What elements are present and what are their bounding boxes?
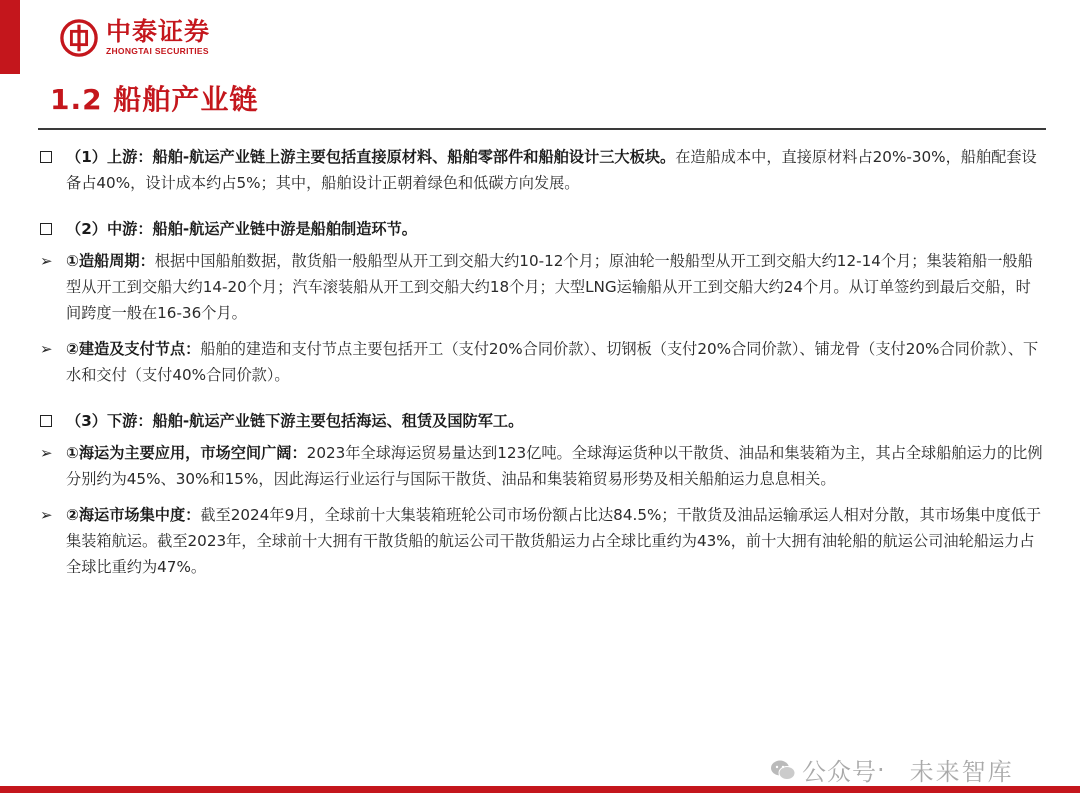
watermark-label: 公众号 bbox=[802, 758, 877, 786]
square-bullet-icon bbox=[40, 408, 52, 435]
paragraph-heading: ②海运市场集中度： bbox=[66, 506, 201, 524]
square-bullet-icon bbox=[40, 216, 52, 243]
paragraph-text: 根据中国船舶数据，散货船一般船型从开工到交船大约10-12个月；原油轮一般船型从开工到交船大约12-14个月；集装箱船一般船型从开工到交船大约14-20个月；汽车滚装船从开工到交船大约18个月；大型LNG运输船从开工到交船大约24个月。从订单签约到最后交船，时间跨度一般在16-36个月。 bbox=[66, 252, 1033, 322]
arrow-bullet-icon: ➢ bbox=[40, 506, 53, 524]
brand-name-en: ZHONGTAI SECURITIES bbox=[106, 46, 209, 56]
paragraph-text: 在造船成本中，直接原材料占20%-30%，船舶配套设备占40%，设计成本约占5%；其中，船舶设计正朝着绿色和低碳方向发展。 bbox=[66, 148, 1037, 192]
title-divider bbox=[38, 128, 1046, 130]
watermark-name: 未来智库 bbox=[909, 758, 1014, 786]
paragraph-heading: ①海运为主要应用，市场空间广阔： bbox=[66, 444, 307, 462]
zhongtai-logo-icon bbox=[60, 19, 98, 57]
paragraph-upstream bbox=[38, 144, 1044, 196]
arrow-bullet-icon: ➢ bbox=[40, 252, 53, 270]
arrow-bullet-icon: ➢ bbox=[40, 340, 53, 358]
wechat-icon bbox=[770, 759, 796, 781]
paragraph-text: 船舶的建造和支付节点主要包括开工（支付20%合同价款）、切钢板（支付20%合同价款）、铺龙骨（支付20%合同价款）、下水和交付（支付40%合同价款）。 bbox=[66, 340, 1039, 384]
paragraph-heading: （1）上游：船舶-航运产业链上游主要包括直接原材料、船舶零部件和船舶设计三大板块。 bbox=[66, 148, 676, 166]
paragraph-shipping-application bbox=[38, 440, 1044, 492]
paragraph-text: 截至2024年9月，全球前十大集装箱班轮公司市场份额占比达84.5%；干散货及油品运输承运人相对分散，其市场集中度低于集装箱航运。截至2023年，全球前十大拥有干散货船的航运公司干散货船运力占全球比重约为43%，前十大拥有油轮船的航运公司油轮船运力占全球比重约为47%。 bbox=[66, 506, 1042, 576]
paragraph-payment-nodes bbox=[38, 336, 1044, 388]
watermark bbox=[770, 752, 1014, 787]
paragraph-downstream bbox=[38, 408, 1044, 434]
paragraph-heading: （3）下游：船舶-航运产业链下游主要包括海运、租赁及国防军工。 bbox=[66, 412, 524, 430]
arrow-bullet-icon: ➢ bbox=[40, 444, 53, 462]
paragraph-heading: ②建造及支付节点： bbox=[66, 340, 201, 358]
paragraph-heading: ①造船周期： bbox=[66, 252, 155, 270]
bottom-accent-bar bbox=[0, 786, 1080, 793]
watermark-separator: · bbox=[877, 755, 886, 784]
section-title: 1.2 船舶产业链 bbox=[50, 83, 259, 116]
brand-name-cn: 中泰证券 bbox=[106, 17, 211, 46]
square-bullet-icon bbox=[40, 144, 52, 171]
paragraph-market-concentration bbox=[38, 502, 1044, 580]
paragraph-heading: （2）中游：船舶-航运产业链中游是船舶制造环节。 bbox=[66, 220, 417, 238]
brand-logo bbox=[60, 18, 210, 57]
paragraph-midstream bbox=[38, 216, 1044, 242]
content-body bbox=[38, 144, 1044, 580]
paragraph-build-cycle bbox=[38, 248, 1044, 326]
paragraph-text: 2023年全球海运贸易量达到123亿吨。全球海运货种以干散货、油品和集装箱为主，其占全球船舶运力的比例分别约为45%、30%和15%，因此海运行业运行与国际干散货、油品和集装箱贸易形势及相关船舶运力息息相关。 bbox=[66, 444, 1043, 488]
left-accent-bar bbox=[0, 0, 20, 74]
